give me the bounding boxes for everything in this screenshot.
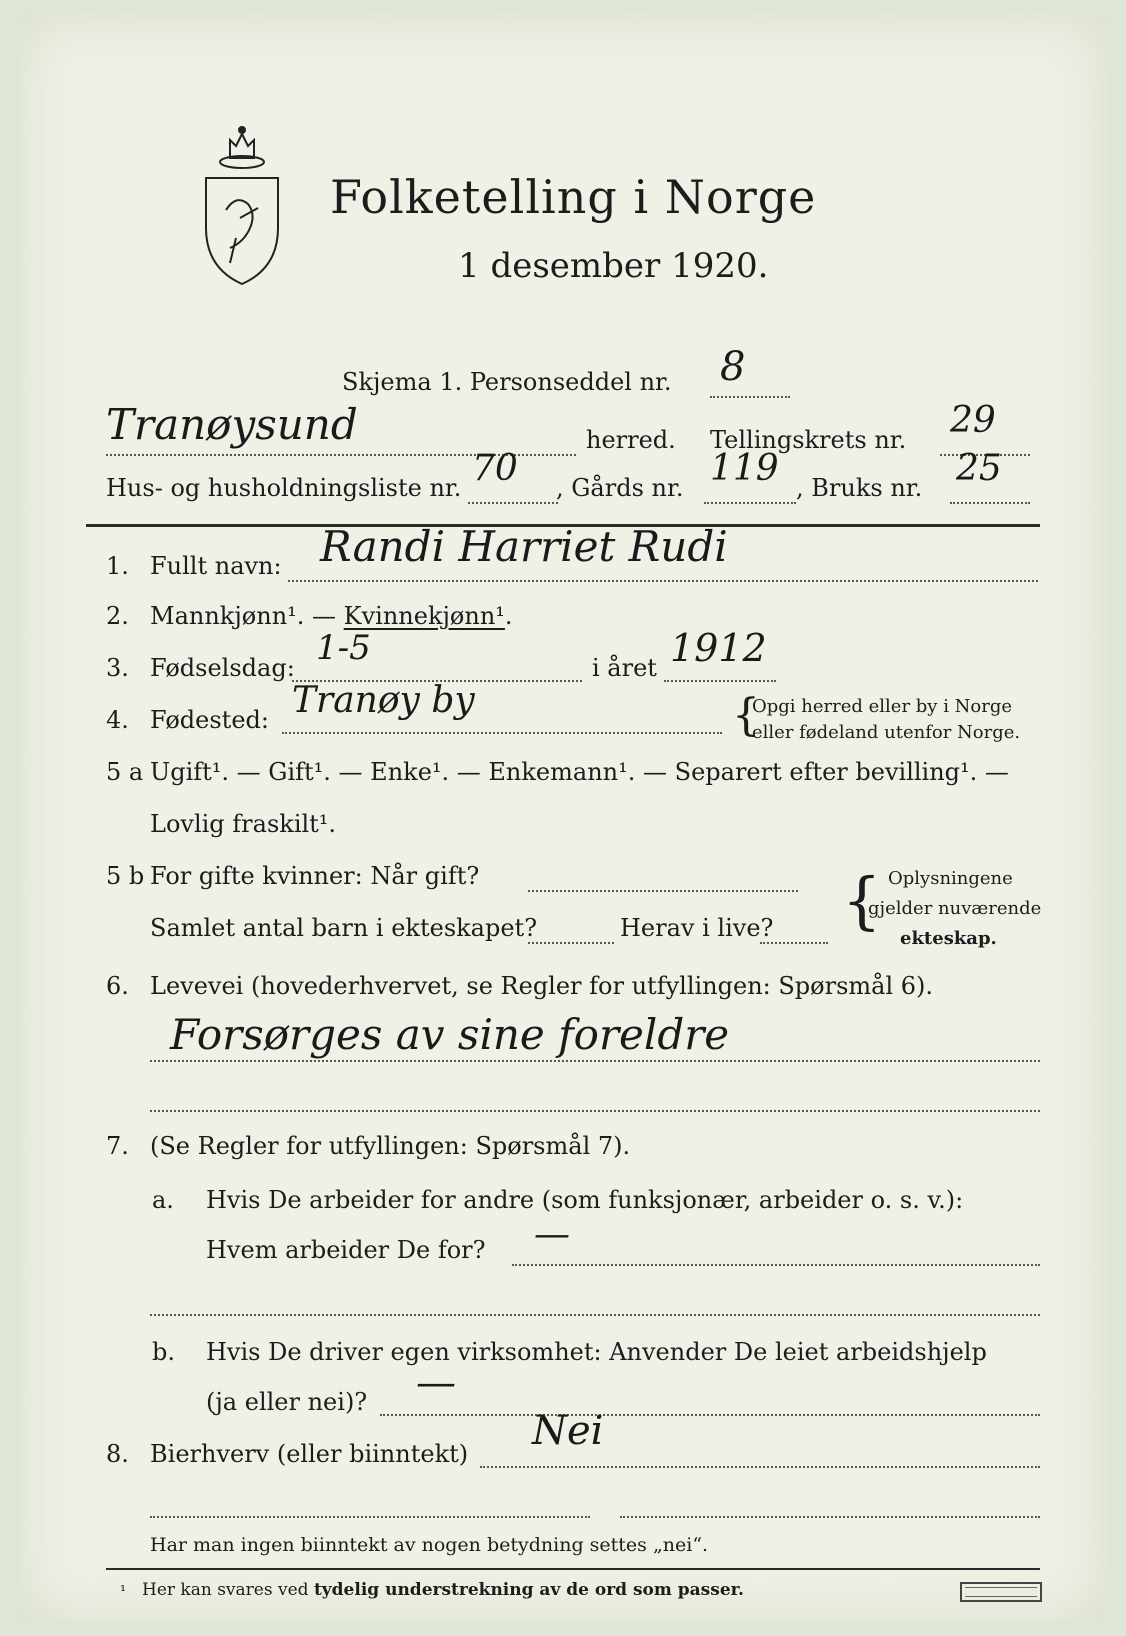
bruks-label: , Bruks nr. xyxy=(796,474,923,502)
birthplace-value: Tranøy by xyxy=(292,680,475,721)
q2-trailing: . xyxy=(504,602,513,630)
side-income-line xyxy=(480,1466,1040,1468)
footnote-text-a: Her kan svares ved xyxy=(142,1580,314,1600)
footnote-mark: ¹ xyxy=(120,1582,127,1600)
coat-of-arms-icon xyxy=(200,118,284,288)
gards-label: , Gårds nr. xyxy=(556,474,684,502)
full-name-line xyxy=(288,580,1038,582)
side-income-value: Nei xyxy=(532,1408,604,1454)
personseddel-value: 8 xyxy=(720,344,746,390)
footnote-text xyxy=(142,1580,744,1600)
birth-year-value: 1912 xyxy=(670,626,767,670)
married-when-line xyxy=(528,890,798,892)
q7b-letter: b. xyxy=(152,1338,175,1366)
q7-number: 7. xyxy=(106,1132,129,1160)
children-line xyxy=(528,942,614,944)
year-label: i året xyxy=(592,654,657,682)
q5b-brace: { xyxy=(842,864,882,937)
q8-number: 8. xyxy=(106,1440,129,1468)
herred-value: Tranøysund xyxy=(106,400,358,449)
birthplace-line xyxy=(282,732,722,734)
full-name-value: Randi Harriet Rudi xyxy=(320,522,728,571)
q5a-number: 5 a xyxy=(106,758,144,786)
occupation-line-2 xyxy=(150,1110,1040,1112)
employer-line xyxy=(512,1264,1040,1266)
employer-value: — xyxy=(534,1214,570,1255)
male-option: Mannkjønn¹. — xyxy=(150,602,344,630)
q5b-note-1: Oplysningene xyxy=(888,868,1013,889)
q5b-note-3: ekteskap. xyxy=(900,928,997,949)
q4-note-1: Opgi herred eller by i Norge xyxy=(752,696,1013,717)
side-income-line-2b xyxy=(620,1516,1040,1518)
gards-value: 119 xyxy=(710,448,779,489)
herred-label: herred. xyxy=(586,426,676,454)
q1-label: Fullt navn: xyxy=(150,552,282,580)
q5b-line-1: For gifte kvinner: Når gift? xyxy=(150,862,480,890)
census-form-page xyxy=(20,14,1106,1622)
q5b-number: 5 b xyxy=(106,862,145,890)
q8-label: Bierhverv (eller biinntekt) xyxy=(150,1440,469,1468)
q4-brace: { xyxy=(732,690,760,741)
q4-label: Fødested: xyxy=(150,706,269,734)
printer-stamp-icon xyxy=(960,1582,1042,1602)
birthday-value: 1-5 xyxy=(316,628,371,668)
occupation-value: Forsørges av sine foreldre xyxy=(170,1010,730,1059)
bruks-value: 25 xyxy=(956,448,1002,489)
q2-label xyxy=(150,602,513,630)
hus-label: Hus- og husholdningsliste nr. xyxy=(106,474,462,502)
q7b-line-2: (ja eller nei)? xyxy=(206,1388,368,1416)
tellingskrets-label: Tellingskrets nr. xyxy=(710,426,907,454)
side-income-line-2a xyxy=(150,1516,590,1518)
q3-number: 3. xyxy=(106,654,129,682)
q5b-note-2: gjelder nuværende xyxy=(868,898,1042,919)
hired-help-line xyxy=(380,1414,1040,1416)
gards-line xyxy=(704,502,796,504)
q3-label: Fødselsdag: xyxy=(150,654,295,682)
q7b-line-1: Hvis De driver egen virksomhet: Anvender De leiet arbeidshjelp xyxy=(206,1338,987,1366)
q6-label: Levevei (hovederhvervet, se Regler for utfyllingen: Spørsmål 6). xyxy=(150,972,934,1000)
tellingskrets-value: 29 xyxy=(950,400,996,441)
birth-year-line xyxy=(664,680,776,682)
footnote-text-b: tydelig understrekning av de ord som passer. xyxy=(313,1580,744,1600)
q8-note: Har man ingen biinntekt av nogen betydning settes „nei“. xyxy=(150,1534,709,1556)
personseddel-line xyxy=(710,396,790,398)
female-option: Kvinnekjønn¹ xyxy=(343,602,505,630)
q5a-line-2: Lovlig fraskilt¹. xyxy=(150,810,337,838)
q7a-line-1: Hvis De arbeider for andre (som funksjonær, arbeider o. s. v.): xyxy=(206,1186,964,1214)
employer-line-2 xyxy=(150,1314,1040,1316)
q4-note-2: eller fødeland utenfor Norge. xyxy=(752,722,1021,743)
q5b-line-2b: Herav i live? xyxy=(620,914,774,942)
q7-label: (Se Regler for utfyllingen: Spørsmål 7). xyxy=(150,1132,631,1160)
footer-divider xyxy=(106,1568,1040,1570)
hus-value: 70 xyxy=(472,448,518,489)
hus-line xyxy=(468,502,558,504)
skjema-label: Skjema 1. Personseddel nr. xyxy=(342,368,672,396)
q5a-line-1: Ugift¹. — Gift¹. — Enke¹. — Enkemann¹. — Separert efter bevilling¹. — xyxy=(150,758,1009,786)
hired-help-value: — xyxy=(416,1360,456,1406)
q4-number: 4. xyxy=(106,706,129,734)
q7a-letter: a. xyxy=(152,1186,174,1214)
bruks-line xyxy=(950,502,1030,504)
q6-number: 6. xyxy=(106,972,129,1000)
q1-number: 1. xyxy=(106,552,129,580)
form-title: Folketelling i Norge xyxy=(330,170,817,224)
q5b-line-2a: Samlet antal barn i ekteskapet? xyxy=(150,914,538,942)
q7a-line-2: Hvem arbeider De for? xyxy=(206,1236,486,1264)
form-date: 1 desember 1920. xyxy=(458,246,769,286)
alive-line xyxy=(760,942,828,944)
q2-number: 2. xyxy=(106,602,129,630)
occupation-line-1 xyxy=(150,1060,1040,1062)
